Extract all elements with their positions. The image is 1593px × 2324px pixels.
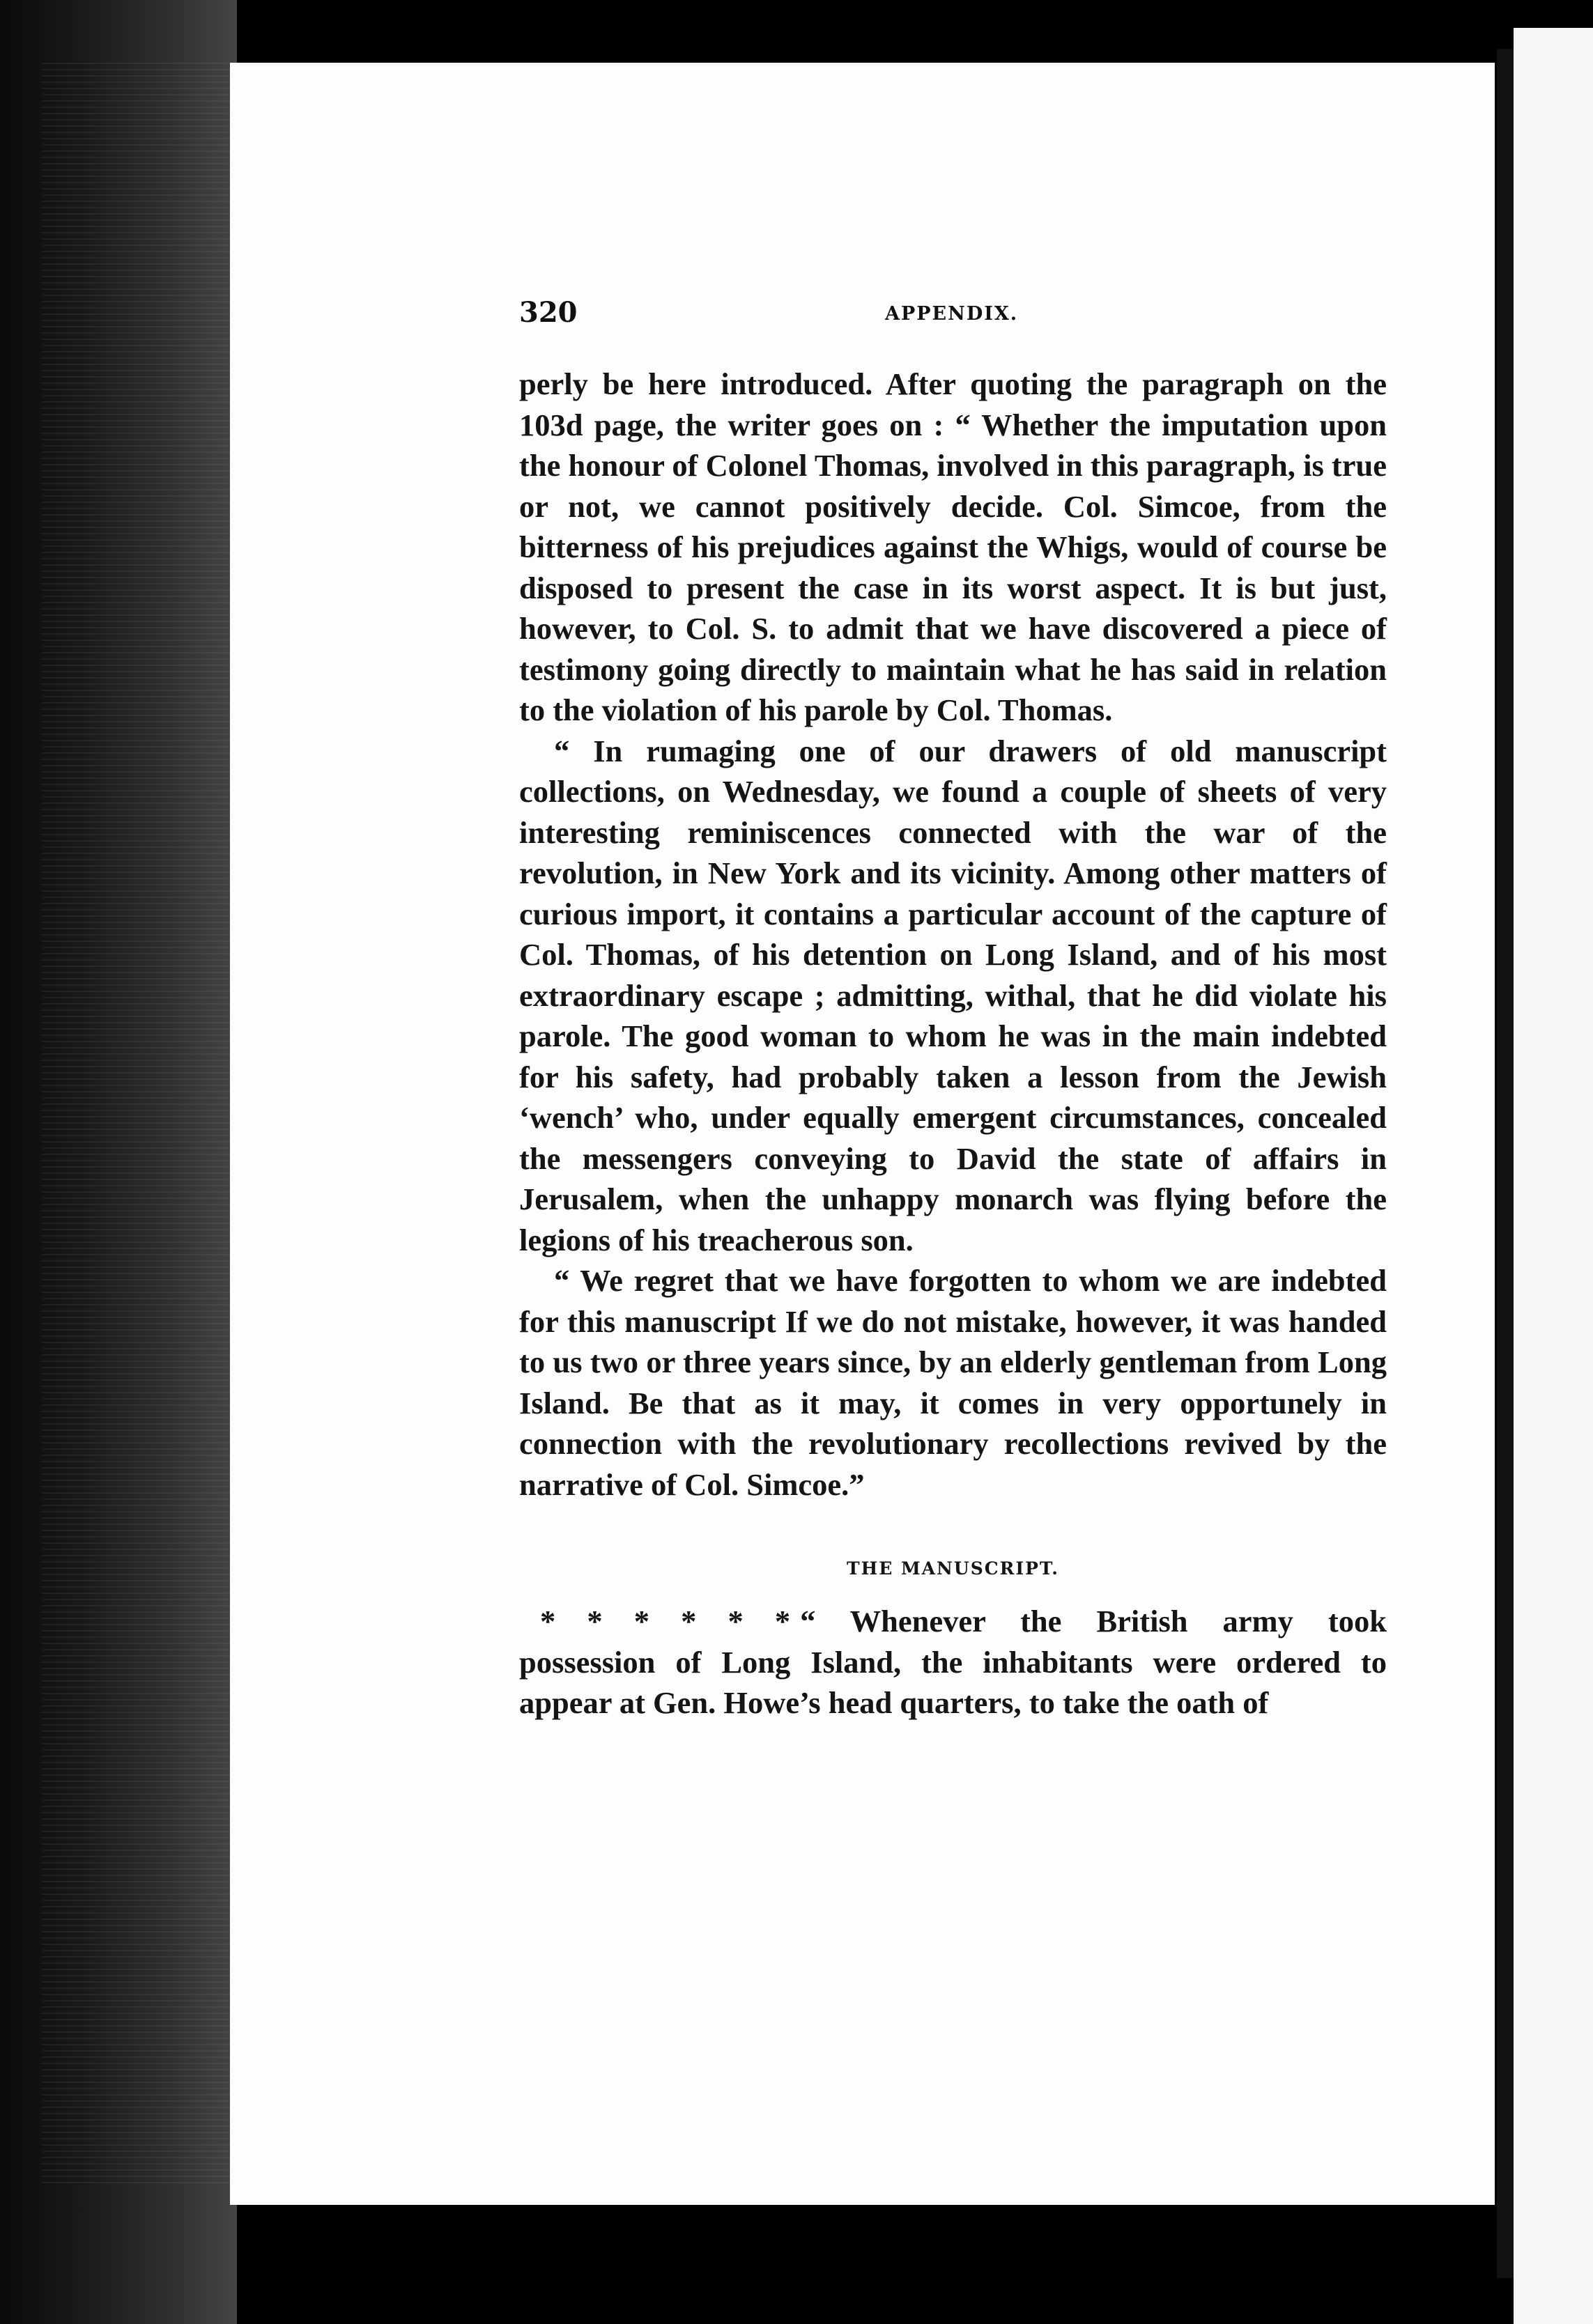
paragraph-continuation: perly be here introduced. After quoting the paragraph on the 103d page, the writer goes on : “ Whether the imputation upon the honour of Colonel Thomas, involved in this paragraph, is true or not, we cannot positively decide. Col. Simcoe, from the bitterness of his prejudices against the Whigs, would of course be disposed to present the case in its worst aspect. It is but just, however, to Col. S. to admit that we have discovered a piece of testimony going directly to maintain what he has said in relation to the violation of his parole by Col. Thomas. <box>519 366 1387 727</box>
book-spine-edge <box>0 0 237 2324</box>
page-body <box>519 364 1387 1723</box>
ellipsis-stars: * * * * * * <box>540 1604 791 1639</box>
page-number: 320 <box>519 296 578 329</box>
paragraph-manuscript-source: “ We regret that we have forgotten to whom we are indebted for this manuscript If we do not mistake, however, it was handed to us two or three years since, by an elderly gentleman from Long Island. Be that as it may, it comes in very opportunely in connection with the revolutionary recollections revived by the narrative of Col. Simcoe.” <box>519 1263 1387 1502</box>
facing-page-edge <box>1514 28 1593 2324</box>
manuscript-opening-paragraph <box>519 1601 1387 1723</box>
running-head: APPENDIX. <box>885 303 1019 325</box>
paragraph-manuscript-discovery: “ In rumaging one of our drawers of old manuscript collections, on Wednesday, we found a couple of sheets of very interesting reminiscences connected with the war of the revolution, in New York and its vicinity. Among other matters of curious import, it contains a particular account of the capture of Col. Thomas, of his detention on Long Island, and of his most extraordinary escape ; admitting, withal, that he did violate his parole. The good woman to whom he was in the main indebted for his safety, had probably taken a lesson from the Jewish ‘wench’ who, under equally emergent circumstances, concealed the messengers conveying to David the state of affairs in Jerusalem, when the unhappy monarch was flying before the legions of his treacherous son. <box>519 733 1387 1257</box>
manuscript-opening-text: “ Whenever the British army took possession of Long Island, the inhabitants were ordered to appear at Gen. Howe’s head quarters, to take the oath of <box>519 1604 1387 1720</box>
spine-texture <box>42 63 230 2187</box>
page-header <box>519 296 1390 338</box>
section-heading-manuscript: THE MANUSCRIPT. <box>846 1558 1059 1579</box>
gutter-shadow <box>1497 49 1514 2278</box>
